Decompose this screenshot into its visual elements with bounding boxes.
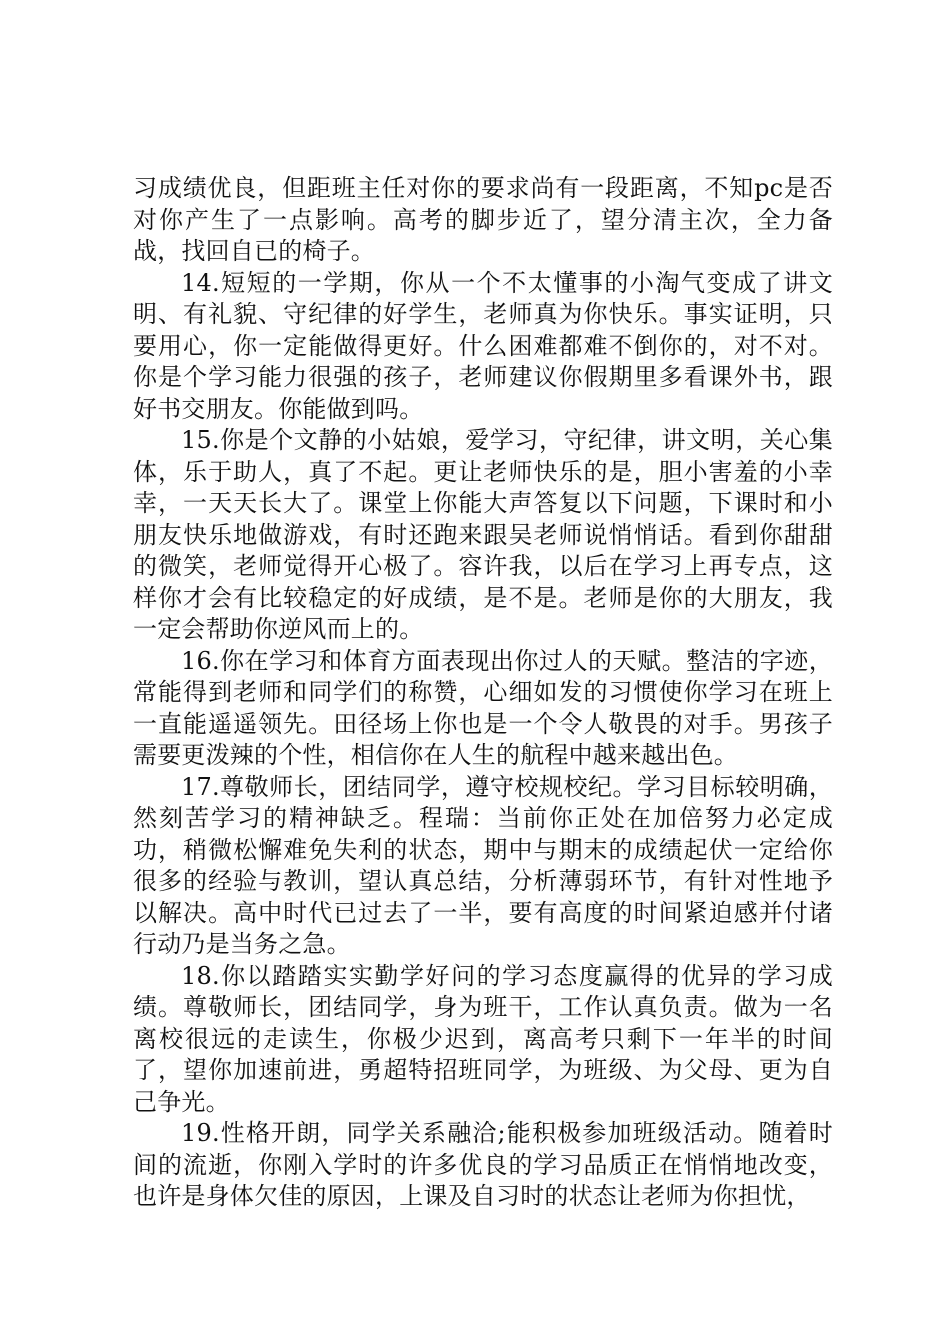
paragraph-15: 15.你是个文静的小姑娘，爱学习，守纪律，讲文明，关心集体，乐于助人，真了不起。更让老师快乐的是，胆小害羞的小幸幸，一天天长大了。课堂上你能大声答复以下问题，下课时和小朋友快乐地做游戏，有时还跑来跟吴老师说悄悄话。看到你甜甜的微笑，老师觉得开心极了。容许我，以后在学习上再专点，这样你才会有比较稳定的好成绩，是不是。老师是你的大朋友，我一定会帮助你逆风而上的。 [133, 426, 833, 643]
paragraph-16: 16.你在学习和体育方面表现出你过人的天赋。整洁的字迹，常能得到老师和同学们的称赞，心细如发的习惯使你学习在班上一直能遥遥领先。田径场上你也是一个令人敬畏的对手。男孩子需要更泼辣的个性，相信你在人生的航程中越来越出色。 [133, 646, 833, 769]
paragraph-18: 18.你以踏踏实实勤学好问的学习态度赢得的优异的学习成绩。尊敬师长，团结同学，身为班干，工作认真负责。做为一名离校很远的走读生，你极少迟到，离高考只剩下一年半的时间了，望你加速前进，勇超特招班同学，为班级、为父母、更为自己争光。 [133, 961, 833, 1116]
paragraph-19: 19.性格开朗，同学关系融洽;能积极参加班级活动。随着时间的流逝，你刚入学时的许多优良的学习品质正在悄悄地改变，也许是身体欠佳的原因，上课及自习时的状态让老师为你担忧， [133, 1119, 833, 1210]
document-body [133, 173, 833, 1213]
paragraph-continuation: 习成绩优良，但距班主任对你的要求尚有一段距离，不知pc是否对你产生了一点影响。高考的脚步近了，望分清主次，全力备战，找回自已的椅子。 [133, 174, 833, 265]
paragraph-14: 14.短短的一学期，你从一个不太懂事的小淘气变成了讲文明、有礼貌、守纪律的好学生，老师真为你快乐。事实证明，只要用心，你一定能做得更好。什么困难都难不倒你的，对不对。你是个学习能力很强的孩子，老师建议你假期里多看课外书，跟好书交朋友。你能做到吗。 [133, 268, 833, 423]
paragraph-17: 17.尊敬师长，团结同学，遵守校规校纪。学习目标较明确，然刻苦学习的精神缺乏。程瑞：当前你正处在加倍努力必定成功，稍微松懈难免失利的状态，期中与期末的成绩起伏一定给你很多的经验与教训，望认真总结，分析薄弱环节，有针对性地予以解决。高中时代已过去了一半，要有高度的时间紧迫感并付诸行动乃是当务之急。 [133, 772, 833, 958]
